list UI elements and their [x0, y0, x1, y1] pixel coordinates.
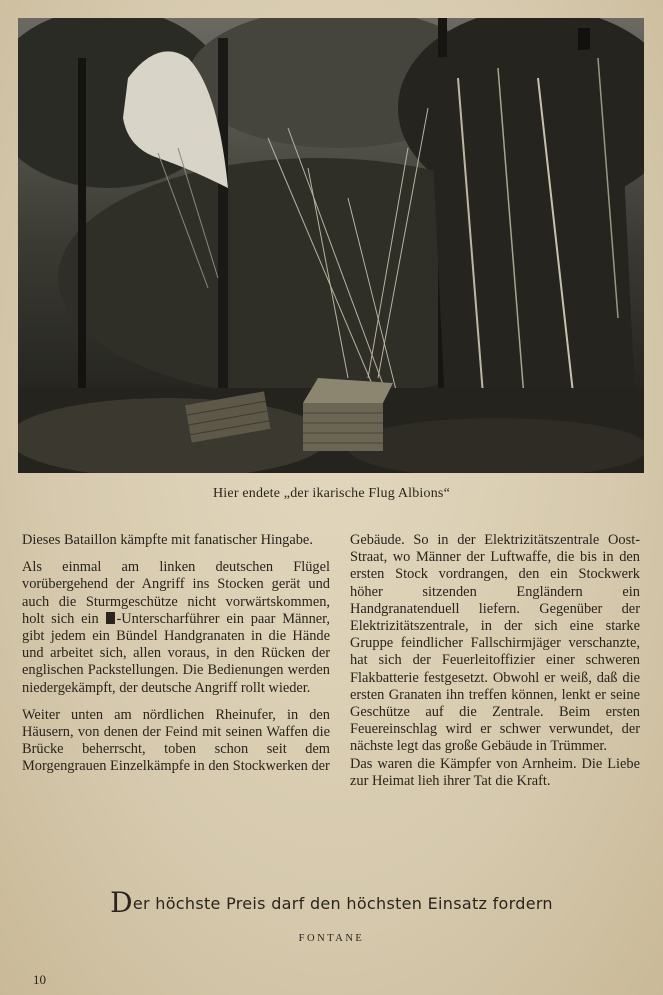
page-number: 10: [33, 972, 46, 987]
left-column: [22, 532, 330, 786]
photo-caption: Hier endete „der ikarische Flug Albions“: [213, 486, 450, 501]
quote-author: FONTANE: [298, 933, 365, 944]
right-column: [350, 532, 640, 790]
closing-quote: [0, 886, 663, 919]
quote-text: er höchste Preis darf den höchsten Einsatz fordern: [132, 894, 553, 913]
paragraph-text-part: Als einmal am linken deutschen Flügel vorübergehend der Angriff ins Stocken gerät und auch die Sturmgeschütze nicht vorwärtskommen, holt sich ein: [22, 559, 330, 627]
paragraph: Gebäude. So in der Elektrizitätszentrale Oost-Straat, wo Männer der Luftwaffe, die bis in den ersten Stock vordrangen, den ein Stockwerk höher sitzenden Engländern ein Handgranatenduell liefern. Gegenüber der Elektrizitätszentrale, in der sich eine starke Gruppe feindlicher Fallschirmjäger verschanzte, hat sich der Feuerleitoffizier einer schweren Flakbatterie festgesetzt. Obwohl er weiß, daß die ersten Granaten ihn treffen können, lenkt er seine Geschütze auf die Zentrale. Beim ersten Feuereinschlag wird er schwer verwundet, der nächste legt das große Gebäude in Trümmer.: [350, 532, 640, 755]
quote-initial: D: [110, 886, 133, 919]
ss-rune-icon: [106, 612, 115, 624]
photo-illustration: [18, 18, 644, 473]
paragraph: [22, 559, 330, 697]
parachute-photo: [18, 18, 644, 473]
paragraph-text-part: -Unterscharführer ein paar Männer, gibt jedem ein Bündel Handgranaten in die Hände und arbeitet sich, allen voraus, in den Rücken der englischen Packstellungen. Die Bedienungen werden niedergekämpft, der deutsche Angriff rollt wieder.: [22, 610, 330, 696]
paragraph: Dieses Bataillon kämpfte mit fanatischer Hingabe.: [22, 532, 313, 548]
paragraph: Weiter unten am nördlichen Rheinufer, in den Häusern, von denen der Feind mit seinen Waffen die Brücke beherrscht, toben schon seit dem Morgengrauen Einzelkämpfe in den Stockwerken der: [22, 706, 330, 775]
paragraph: Das waren die Kämpfer von Arnheim. Die Liebe zur Heimat lieh ihrer Tat die Kraft.: [350, 755, 640, 789]
